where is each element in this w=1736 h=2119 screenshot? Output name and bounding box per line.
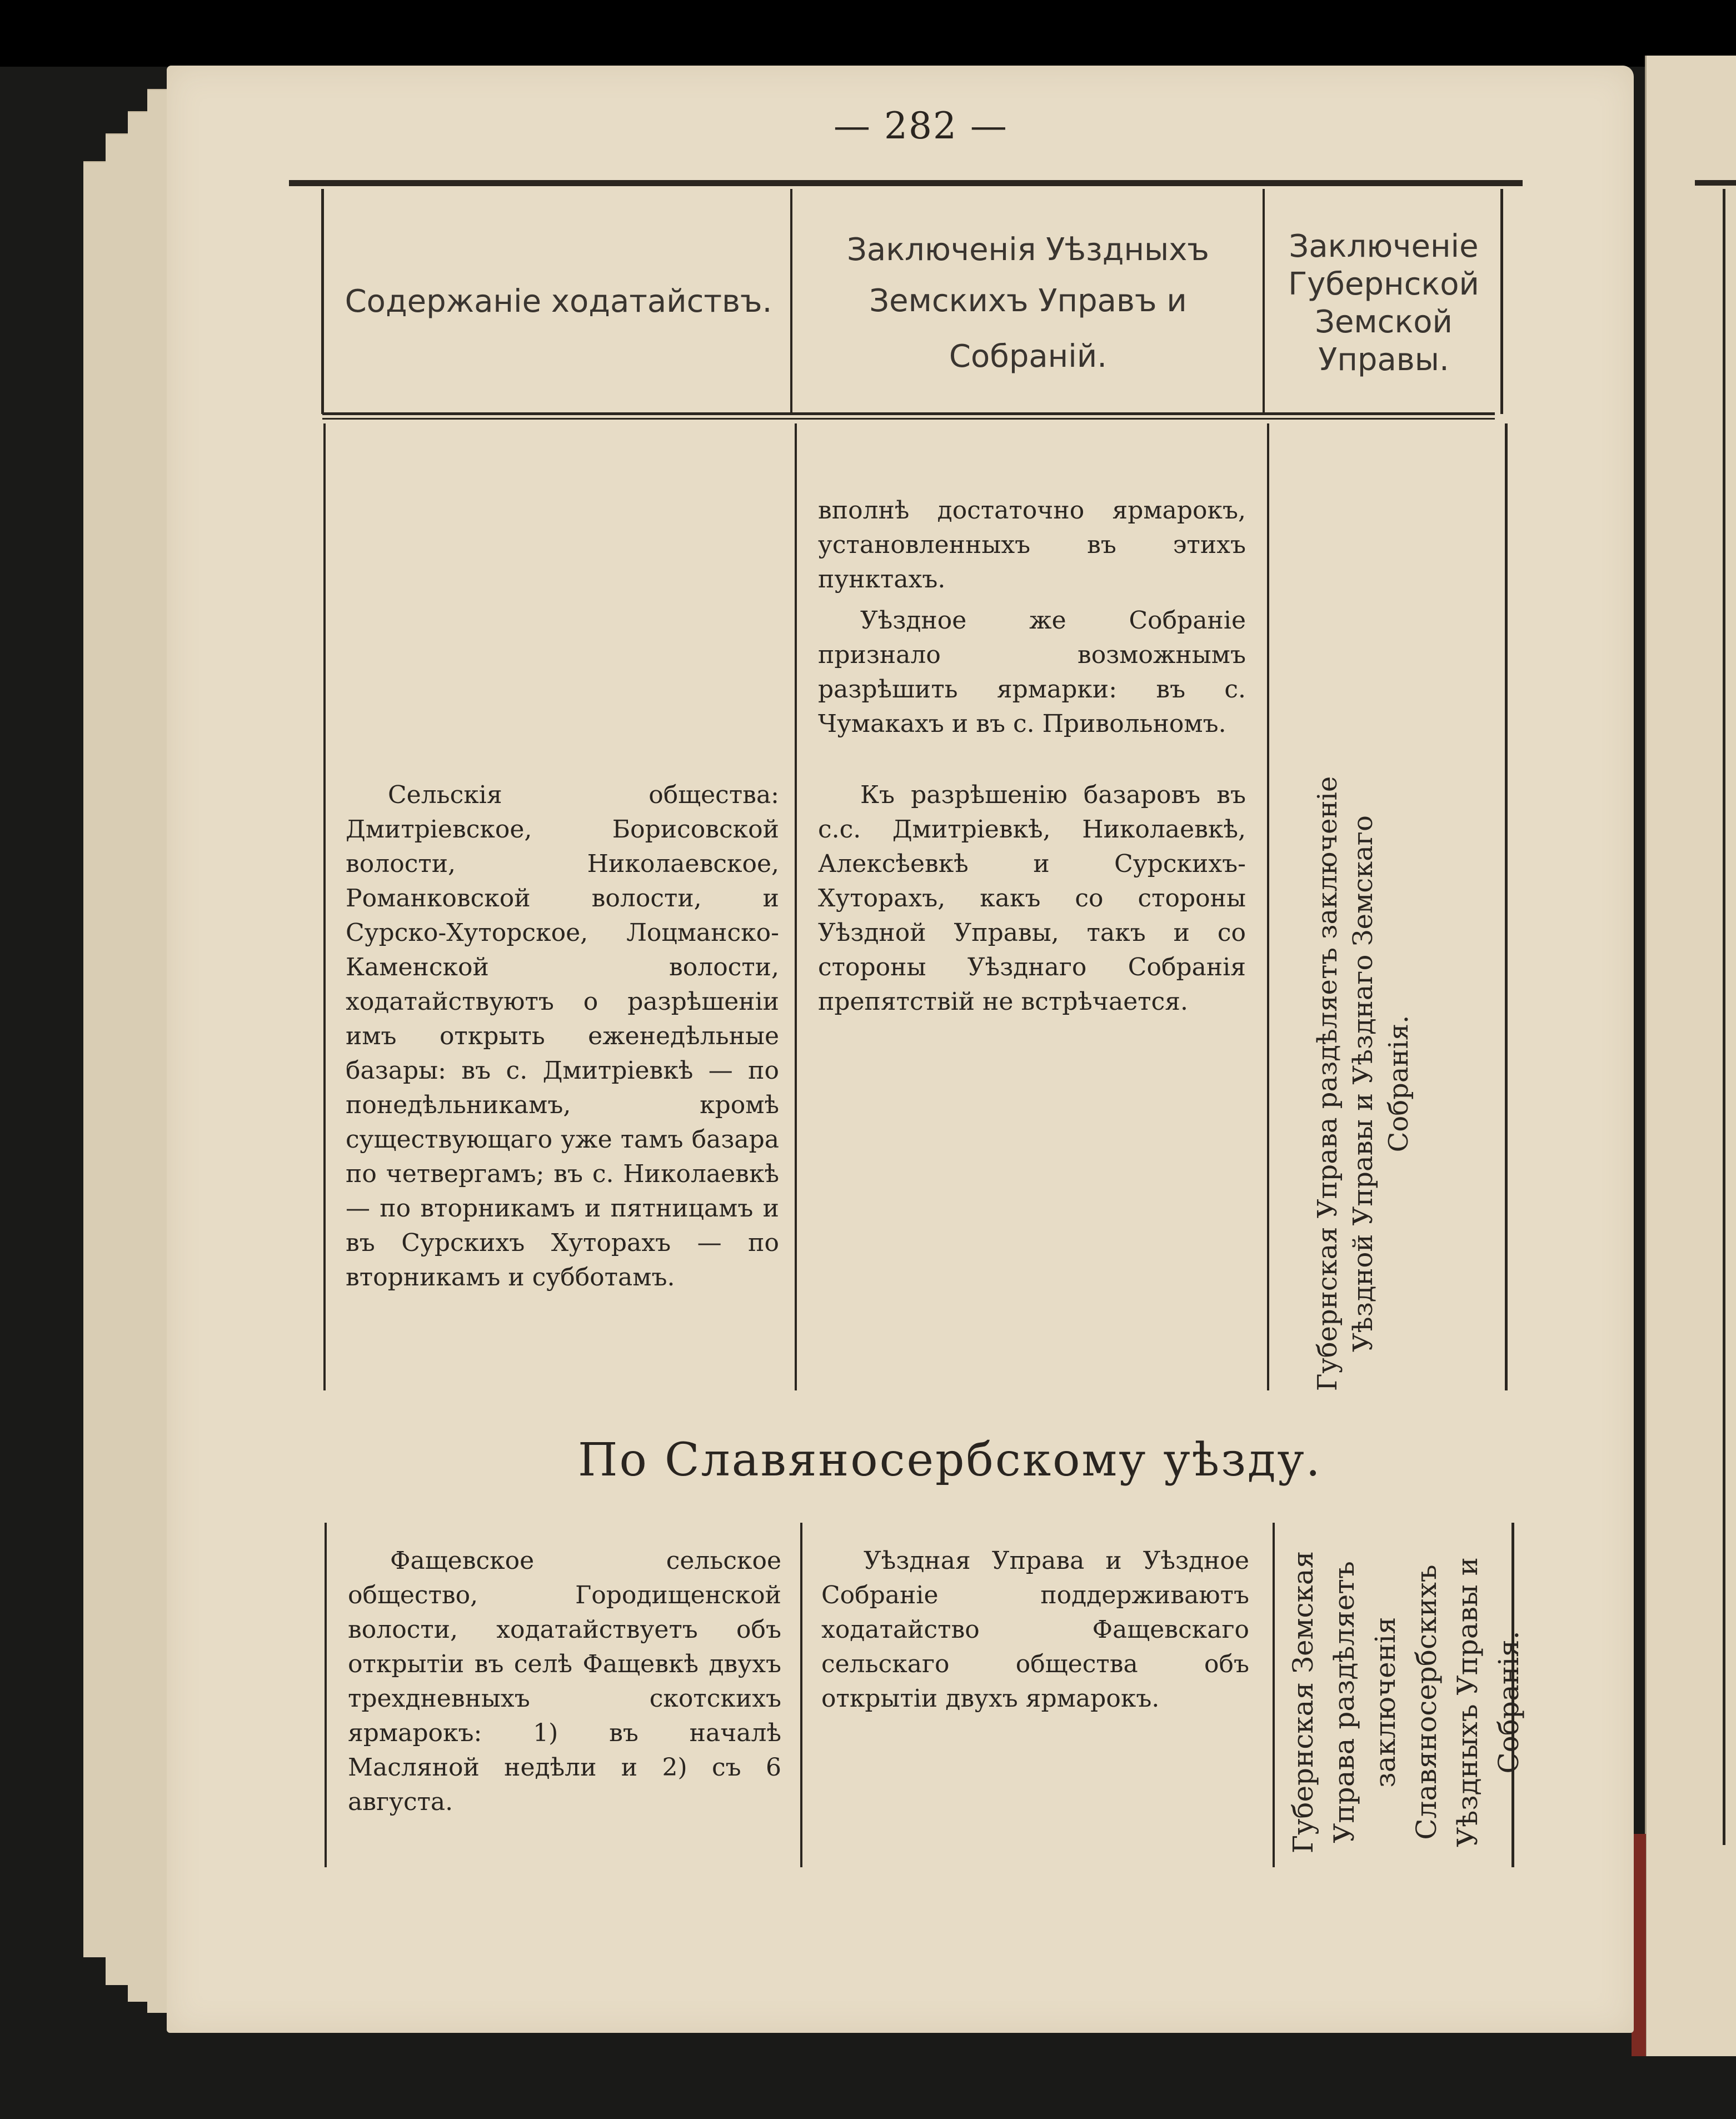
- header-bottom-rule: [322, 412, 1495, 415]
- district-conclusion-fashchevka: [821, 1544, 1249, 1716]
- petition-bazaars: [346, 778, 779, 1295]
- header-bottom-rule-2: [322, 418, 1495, 420]
- district-conclusion-text: Къ разрѣшенію базаровъ въ с.с. Дмитріевкѣ, Николаевкѣ, Алексѣевкѣ и Сурскихъ-Хуторахъ, какъ со стороны Уѣздной Управы, такъ и со стороны Уѣзднаго Собранія препятствій не встрѣчается.: [818, 781, 1246, 1016]
- table-left-border: [323, 423, 326, 1390]
- header-petition-content: Содержаніе ходатайствъ.: [345, 283, 772, 320]
- scan-background-top: [0, 0, 1736, 67]
- table-left-border: [325, 1523, 327, 1867]
- table-right-border: [1500, 189, 1503, 414]
- district-conclusion-text: Уѣздная Управа и Уѣздное Собраніе поддерживаютъ ходатайство Фащевскаго сельскаго общества объ открытіи двухъ ярмарокъ.: [821, 1547, 1249, 1713]
- header-district-line: Заключенія Уѣздныхъ: [847, 232, 1209, 268]
- continued-paragraph: вполнѣ достаточно ярмарокъ, установленныхъ въ этихъ пунктахъ.: [818, 496, 1246, 594]
- adjacent-page-rule: [1695, 180, 1736, 186]
- column-divider-2: [1273, 1523, 1275, 1867]
- column-divider-1: [795, 423, 797, 1390]
- district-conclusion-bazaars: [818, 778, 1246, 1019]
- district-conclusion-continued: [818, 493, 1246, 741]
- page-number: — 282 —: [834, 104, 1008, 147]
- column-divider-1: [800, 1523, 802, 1867]
- provincial-conclusion-fashchevka: Губернская Земская Управа раздѣляетъ заключенія Славяносербскихъ Уѣздныхъ Управы и Собранія.: [1287, 1550, 1525, 1854]
- header-provincial-line: Губернской: [1288, 266, 1479, 302]
- petition-text: Фащевское сельское общество, Городищенской волости, ходатайствуетъ объ открытіи въ селѣ Фащевкѣ двухъ трехдневныхъ скотскихъ ярмарокъ: 1) въ началѣ Масляной недѣли и 2) съ 6 августа.: [348, 1547, 781, 1816]
- header-district-line: Земскихъ Управъ и: [869, 283, 1187, 319]
- column-divider-2: [1263, 189, 1265, 414]
- top-rule: [289, 180, 1523, 186]
- header-provincial-line: Земской: [1315, 304, 1453, 340]
- column-divider-2: [1267, 423, 1269, 1390]
- header-district-line: Собраній.: [949, 338, 1108, 375]
- continued-paragraph: Уѣздное же Собраніе признало возможнымъ разрѣшить ярмарки: въ с. Чумакахъ и въ с. Привольномъ.: [818, 606, 1246, 738]
- petition-fashchevka: [348, 1544, 781, 1819]
- table-right-border: [1505, 423, 1508, 1390]
- header-provincial-line: Управы.: [1318, 342, 1449, 378]
- provincial-conclusion-bazaars: Губернская Управа раздѣляетъ заключеніе Уѣздной Управы и Уѣзднаго Земскаго Собранія.: [1312, 776, 1414, 1392]
- section-title: По Славяносербскому уѣзду.: [578, 1434, 1322, 1487]
- column-divider-1: [790, 189, 792, 414]
- petition-text: Сельскія общества: Дмитріевское, Борисовской волости, Николаевское, Романковской волости, и Сурско-Хуторское, Лоцманско-Каменской волости, ходатайствуютъ о разрѣшеніи имъ открыть еженедѣльные базары: въ с. Дмитріевкѣ — по понедѣльникамъ, кромѣ существующаго уже тамъ базара по четвергамъ; въ с. Николаевкѣ — по вторникамъ и пятницамъ и въ Сурскихъ Хуторахъ — по вторникамъ и субботамъ.: [346, 781, 779, 1292]
- adjacent-page-column-line: [1723, 400, 1725, 1845]
- adjacent-page-column-line: [1723, 189, 1725, 400]
- table-left-border: [321, 189, 324, 414]
- header-provincial-line: Заключеніе: [1289, 228, 1479, 265]
